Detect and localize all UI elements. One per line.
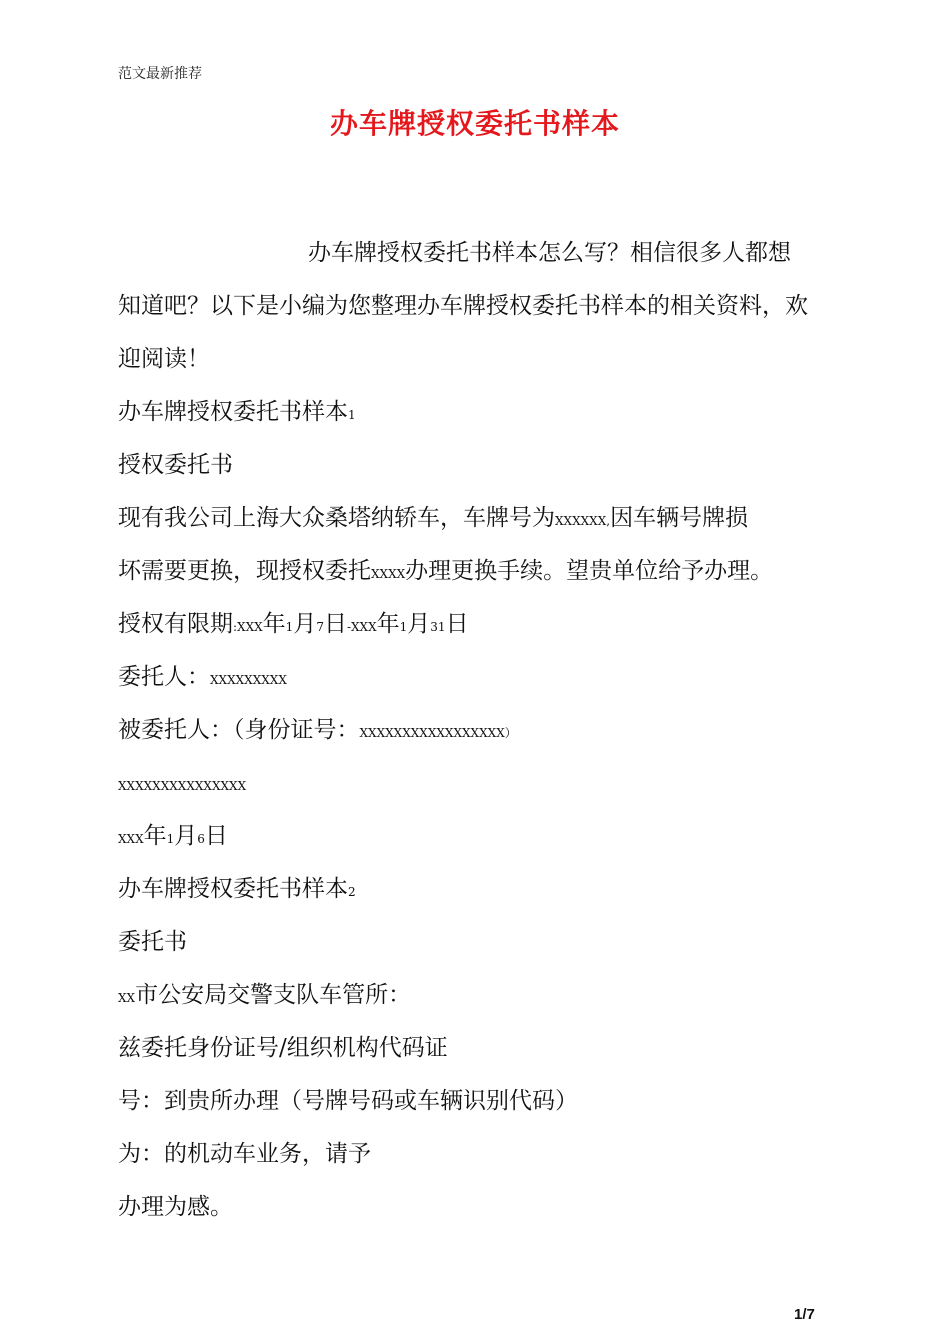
signature-value: XXXXXXXXXXXXXXX xyxy=(118,779,247,793)
sample2-body-line-2: 号：到贵所办理（号牌号码或车辆识别代码） xyxy=(118,1088,578,1114)
sample2-body-line-4: 办理为感。 xyxy=(118,1194,233,1220)
page-number: 1/7 xyxy=(794,1306,815,1323)
date-year-x: XXX xyxy=(118,832,144,846)
sample2-heading-text: 办车牌授权委托书样本 xyxy=(118,876,348,902)
agent-id-value: XXXXXXXXXXXXXXXXX xyxy=(359,726,505,740)
sample1-signature xyxy=(118,768,246,801)
sample1-body-line-1 xyxy=(118,503,748,536)
sample1-body2-agent: XXXX xyxy=(371,567,406,581)
date-month-num: 1 xyxy=(166,832,175,846)
sample1-subtitle: 授权委托书 xyxy=(118,452,233,478)
document-title: 办车牌授权委托书样本 xyxy=(329,107,620,140)
sample1-body1-plate: XXXXXX, xyxy=(555,514,611,528)
intro-line-1: 办车牌授权委托书样本怎么写？相信很多人都想 xyxy=(308,240,791,266)
sample1-heading-number: 1 xyxy=(348,408,356,422)
validity-end-month: 1 xyxy=(399,620,408,634)
sample1-body1-a: 现有我公司上海大众桑塔纳轿车，车牌号为 xyxy=(118,505,555,531)
sample1-date xyxy=(118,821,228,854)
validity-label: 授权有限期 xyxy=(118,611,233,637)
validity-year-2: 年 xyxy=(376,611,400,637)
sample1-body1-b: 因车辆号牌损 xyxy=(610,505,749,531)
principal-value: XXXXXXXXX xyxy=(210,673,287,687)
validity-start-year-x: :XXX xyxy=(233,620,263,634)
validity-start-month: 1 xyxy=(285,620,294,634)
agent-label: 被委托人：（身份证号： xyxy=(118,717,360,743)
sample2-subtitle: 委托书 xyxy=(118,929,187,955)
sample2-heading-number: 2 xyxy=(348,885,356,899)
date-day-num: 6 xyxy=(197,832,205,846)
sample2-addressee xyxy=(118,980,411,1013)
sample1-heading-text: 办车牌授权委托书样本 xyxy=(118,399,348,425)
sample1-body2-a: 坏需要更换，现授权委托 xyxy=(118,558,371,584)
sample1-heading xyxy=(118,397,356,430)
validity-day-1: 日 xyxy=(323,611,347,637)
validity-year-1: 年 xyxy=(262,611,286,637)
date-year: 年 xyxy=(143,823,167,849)
sample1-principal xyxy=(118,662,287,695)
validity-month-1: 月 xyxy=(293,611,317,637)
date-day: 日 xyxy=(204,823,228,849)
sample2-body-line-3: 为：的机动车业务，请予 xyxy=(118,1141,371,1167)
validity-day-2: 日 xyxy=(445,611,469,637)
sample1-body-line-2 xyxy=(118,556,773,589)
header-label: 范文最新推荐 xyxy=(118,66,202,82)
intro-line-2: 知道吧？以下是小编为您整理办车牌授权委托书样本的相关资料，欢 xyxy=(118,293,808,319)
sample2-heading xyxy=(118,874,356,907)
validity-end-day: 31 xyxy=(430,620,446,634)
sample1-body2-b: 办理更换手续。望贵单位给予办理。 xyxy=(405,558,774,584)
agent-close: ） xyxy=(504,726,517,740)
addressee-x: XX xyxy=(118,991,136,1005)
validity-end-year-x: -XXX xyxy=(346,620,377,634)
addressee-text: 市公安局交警支队车管所： xyxy=(135,982,412,1008)
sample1-agent xyxy=(118,715,517,748)
intro-line-3: 迎阅读！ xyxy=(118,346,210,372)
sample1-validity xyxy=(118,609,469,642)
validity-month-2: 月 xyxy=(407,611,431,637)
sample2-body-line-1: 兹委托身份证号/组织机构代码证 xyxy=(118,1035,448,1061)
date-month: 月 xyxy=(174,823,198,849)
principal-label: 委托人： xyxy=(118,664,210,690)
validity-start-day: 7 xyxy=(316,620,324,634)
